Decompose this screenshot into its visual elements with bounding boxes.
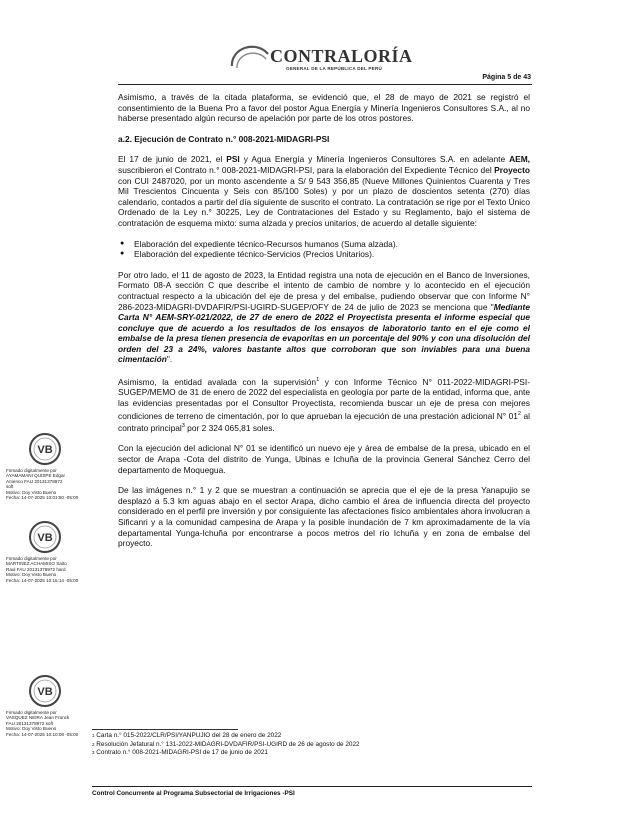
page-number: Página 5 de 43 — [482, 74, 531, 81]
signature-text: Firmado digitalmente por MARTINEZ ACHAMISO Saito Raul FAU 20131378972 hard Motivo: Doy Visto Bueno Fecha: 14-07-2025 10:15:14 -05:00 — [6, 556, 79, 583]
svg-text:VB: VB — [37, 532, 53, 544]
paragraph-2: El 17 de junio de 2021, el PSI y Agua Energía y Minería Ingenieros Consultores S.A. en adelante AEM, suscribieron el Contrato n.° 008-2021-MIDAGRI-PSI, para la elaboración del Expediente Técnico del Proyecto con CUI 2487020, por un monto ascendente a S/ 9 543 356,85 (Nueve Millones Quinientos Cuarenta y Tres Mil Trescientos Cincuenta y Seis con 85/100 Soles) y por un plazo de doscientos setenta (270) días calendario, contados a partir del día siguiente de suscrito el contrato. La contratación se rige por el Texto Único Ordenado de la Ley n.° 30225, Ley de Contrataciones del Estado y su Reglamento, bajo el sistema de contratación de esquema mixto: suma alzada y precios unitarios, de acuerdo al detalle siguiente: — [118, 154, 530, 228]
svg-text:VB: VB — [37, 686, 53, 698]
paragraph-1: Asimismo, a través de la citada plataforma, se evidenció que, el 28 de mayo de 2021 se registró el consentimiento de la Buena Pro a favor del postor Agua Energía y Minería Ingenieros Consultores S.A., al no haberse presentado algún recurso de apelación por parte de los otros postores. — [118, 92, 530, 124]
paragraph-5: Con la ejecución del adicional N° 01 se identificó un nuevo eje y área de embalse de la presa, ubicado en el sector de Arapa -Cota del distrito de Yunga, Ubinas e Ichuña de la provincia General Sánchez Cerro del departamento de Moquegua. — [118, 443, 530, 475]
list-item: ● Elaboración del expediente técnico-Servicios (Precios Unitarios). — [118, 249, 530, 260]
page-footer: Control Concurrente al Programa Subsectorial de Irrigaciones -PSI — [92, 786, 532, 797]
logo-name: CONTRALORÍA — [270, 46, 413, 66]
svg-text:VB: VB — [37, 444, 53, 456]
visto-bueno-seal-icon — [28, 674, 62, 708]
visto-bueno-seal-icon — [28, 520, 62, 554]
logo-arc-icon — [228, 44, 272, 70]
section-heading: a.2. Ejecución de Contrato n.° 008-2021-MIDAGRI-PSI — [118, 133, 330, 144]
document-body — [118, 92, 530, 559]
header-rule — [118, 84, 532, 85]
bullet-list — [118, 239, 530, 260]
paragraph-4: Asimismo, la entidad avalada con la supervisión$^1$ y con Informe Técnico N° 011-2022-MIDAGRI-PSI-SUGEP/MEMO de 31 de enero de 2022 del especialista en geología por parte de la entidad, informa que, ante las evidencias presentadas por el Consultor Proyectista, recomienda buscar un eje de presa con mejores condiciones de terreno de cimentación, por lo que aprueban la ejecución de una prestación adicional N° $01^2$ al contrato principal$^3$ por 2 324 065,81 soles. — [118, 376, 530, 433]
paragraph-3: Por otro lado, el 11 de agosto de 2023, la Entidad registra una nota de ejecución en el Banco de Inversiones, Formato 08-A sección C que describe el intento de cambio de nombre y lo acontecido en el ejecución contractual respecto a la ubicación del eje de presa y del embalse, pudiendo observar que con Informe N° 286-2023-MIDAGRI-DVDAFIR/PSI-UGIRD-SUGEP/OFY de 24 de julio de 2023 se menciona que "Mediante Carta N° AEM-SRY-021/2022, de 27 de enero de 2022 el Proyectista presenta el informe especial que concluye que de acuerdo a los resultados de los ensayos de laboratorio tanto en el eje como el embalse de la presa tienen presencia de evaporitas en un porcentaje del 90% y con una disolución del orden del 23 a 24%, valores bastante altos que corroboran que son inviables para una buena cimentación". — [118, 269, 531, 365]
signature-block — [6, 432, 86, 500]
signature-text: Firmado digitalmente por VASQUEZ NEIRA Jean Franck FAU 20131378972 soft Motivo: Doy Visto Bueno Fecha: 14-07-2025 10:10:08 -05:00 — [6, 710, 79, 737]
paragraph-6: De las imágenes n.° 1 y 2 que se muestran a continuación se aprecia que el eje de la presa Yanapujio se desplazó a 5.3 km aguas abajo en el sector Arapa, dicho cambio el área de influencia directa del proyecto considerado en el perfil pre inversión y por consiguiente las afectaciones físico ambientales ahora involucran a Sificanri y a la comunidad campesina de Arapa y la posible inundación de 7 km aproximadamente de la vía departamental Yunga-Ichuña por encontrarse a pocos metros del río Ichuña y en zona de embalse del proyecto. — [118, 485, 530, 549]
visto-bueno-seal-icon — [28, 432, 62, 466]
signature-text: Firmado digitalmente por AYAMAMANI QUISPE Edgar Amenco FAU 20131378972 soft Motivo: Doy Visto Bueno Fecha: 14-07-2025 10:01:50 -05:00 — [6, 468, 79, 501]
signature-block — [6, 674, 86, 737]
footnote: $^1$ Carta n.° 015-2022/CLR/PSI/YANPUJIO del 28 de enero de 2022 — [92, 732, 282, 739]
footnote: $^2$ Resolución Jefatural n.° 131-2022-MIDAGRI-DVDAFIR/PSI-UGIRD de 26 de agosto de 2022 — [92, 740, 360, 748]
list-item: ● Elaboración del expediente técnico-Recursos humanos (Suma alzada). — [118, 239, 530, 250]
contraloria-logo — [228, 44, 413, 74]
footnotes — [92, 732, 532, 758]
signature-block — [6, 520, 86, 583]
logo-subtitle: GENERAL DE LA REPÚBLICA DEL PERÚ — [286, 66, 382, 71]
footnote: $^3$ Contrato n.° 008-2021-MIDAGRI-PSI de 17 de junio de 2021 — [92, 749, 268, 757]
footnote-rule — [92, 729, 238, 730]
